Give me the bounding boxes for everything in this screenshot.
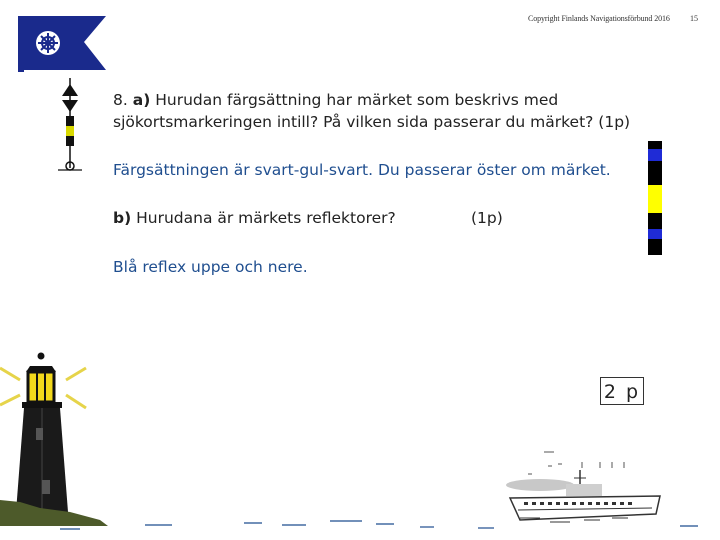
part-a-label: a) — [132, 91, 151, 109]
part-b-text: Hurudana är märkets reflektorer? — [136, 209, 396, 227]
answer-a: Färgsättningen är svart-gul-svart. Du passerar öster om märket. — [113, 161, 611, 179]
part-b-label: b) — [113, 209, 132, 227]
pole-segment-yellow — [648, 185, 662, 213]
question-8a — [113, 89, 673, 133]
page-number: 15 — [690, 14, 698, 23]
pole-segment-black-top — [648, 141, 662, 149]
copyright-text: Copyright Finlands Navigationsförbund 2016 — [528, 14, 670, 23]
question-8b — [113, 209, 396, 227]
pole-segment-black-upper — [648, 161, 662, 185]
pole-segment-black-lower — [648, 213, 662, 229]
cardinal-pole-illustration — [648, 141, 662, 255]
total-points-box: 2 p — [600, 377, 644, 405]
part-a-text: Hurudan färgsättning har märket som beskrivs med sjökortsmarkeringen intill? På vilken sida passerar du märket? (1p) — [113, 91, 631, 131]
answer-b: Blå reflex uppe och nere. — [113, 258, 308, 276]
blue-reflector-bottom — [648, 229, 662, 239]
pole-segment-black-bottom — [648, 239, 662, 255]
water-lines — [0, 515, 720, 540]
cardinal-mark-chart-symbol-icon — [52, 76, 88, 176]
lighthouse-icon — [0, 350, 110, 530]
blue-reflector-top — [648, 149, 662, 161]
question-number: 8. — [113, 91, 128, 109]
pennant-flag-icon — [18, 14, 108, 74]
part-b-points: (1p) — [471, 209, 503, 227]
